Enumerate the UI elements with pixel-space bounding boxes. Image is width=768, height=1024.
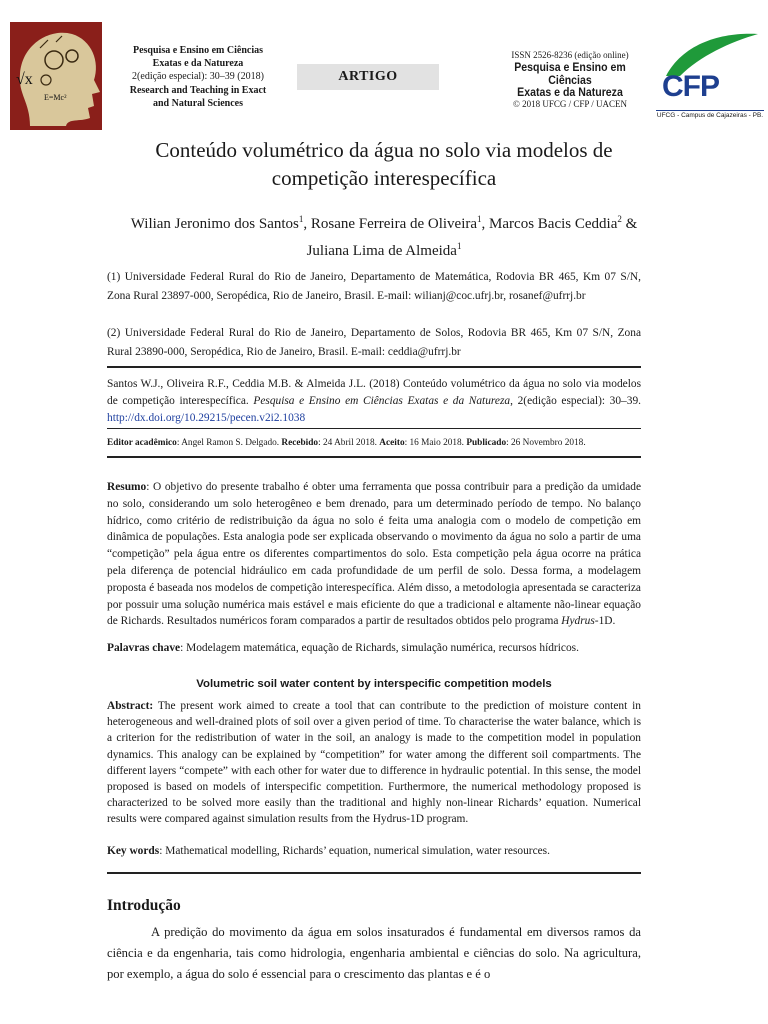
author-name: Wilian Jeronimo dos Santos: [130, 216, 299, 232]
palavras-text: : Modelagem matemática, equação de Richards, simulação numérica, recursos hídricos.: [180, 642, 579, 654]
citation: [107, 376, 641, 426]
palavras-label: Palavras chave: [107, 642, 181, 654]
article-type-badge: ARTIGO: [297, 64, 439, 90]
svg-text:√x: √x: [16, 71, 33, 88]
citation-journal: Pesquisa e Ensino em Ciências Exatas e da Natureza: [253, 394, 511, 407]
palavras-chave: [107, 640, 641, 657]
author-affiliation-mark: 1: [298, 214, 304, 224]
resumo-label: Resumo: [107, 481, 147, 493]
received-label: Recebido: [281, 438, 319, 448]
journal-name-pt-2: Exatas e da Natureza: [152, 58, 244, 70]
author-name: Rosane Ferreira de Oliveira: [310, 216, 478, 232]
abstract-label: Abstract:: [107, 700, 154, 712]
doi-link[interactable]: http://dx.doi.org/10.29215/pecen.v2i2.1038: [107, 411, 306, 424]
resumo-program: Hydrus: [561, 615, 595, 628]
affiliation-1: [107, 268, 641, 306]
journal-name-pt-1: Pesquisa e Ensino em Ciências: [132, 45, 263, 56]
journal-title-right-1: Pesquisa e Ensino em Ciências: [514, 60, 626, 87]
citation-suffix: , 2(edição especial): 30–39.: [510, 394, 641, 407]
author-affiliation-mark: 1: [456, 241, 462, 251]
author-separator: ,: [481, 216, 490, 232]
keywords-text: : Mathematical modelling, Richards’ equation, numerical simulation, water resources.: [159, 845, 550, 857]
editor-value: : Angel Ramon S. Delgado.: [176, 438, 282, 448]
issn: ISSN 2526-8236 (edição online): [511, 50, 629, 60]
journal-logo-left: [10, 22, 102, 130]
divider: [107, 456, 641, 458]
affiliation-text: Universidade Federal Rural do Rio de Janeiro, Departamento de Matemática, Rodovia BR 465, Km 07 S/N, Zona Rural 23897-000, Seropédica, Rio de Janeiro, Brasil. E-mail: wilianj@coc.ufrj.br, rosanef@ufrrj.br: [107, 271, 641, 302]
affiliation-2: [107, 324, 641, 362]
received-value: : 24 Abril 2018.: [318, 438, 380, 448]
author-separator: &: [621, 216, 638, 232]
key-words: [107, 843, 641, 860]
citation-prefix: Santos W.J., Oliveira R.F., Ceddia M.B. & Almeida J.L. (2018) Conteúdo volumétrico da água no solo via modelos de competição interespecífica.: [107, 378, 641, 407]
editorial-dates: [107, 436, 641, 450]
resumo: [107, 479, 641, 630]
author-separator: ,: [303, 216, 311, 232]
head-profile-icon: [10, 22, 102, 130]
section-heading-introducao: Introdução: [107, 897, 181, 914]
published-value: : 26 Novembro 2018.: [506, 438, 586, 448]
abstract-text: The present work aimed to create a tool that can contribute to the prediction of moisture content in heterogeneous and well-drained plots of soil over a given period of time. To characterise the water balance, which is a criterion for the redistribution of water in the soil, an analogy is made to the competition model in population dynamics. This analogy can be explained by “competition” for water among the different soil compartments. The different layers “compete” with each other for water due to difference in hydraulic potential. In this sense, the model proposed is based on models of interspecific competition. Furthermore, the numerical methodology proposed is characterized to be solved more easily than the traditional and highly non-linear Richards’ equation. Numerical results were compared against simulation results from the Hydrus-1D program.: [107, 700, 641, 826]
intro-paragraph: A predição do movimento da água em solos insaturados é fundamental em diversos ramos da ciência e da engenharia, tais como hidrologia, engenharia ambiental e ciências do solo. Na agricultura, por exemplo, a água do solo é essencial para o crescimento das plantas e é o: [107, 925, 641, 981]
divider: [107, 366, 641, 368]
author-affiliation-mark: 1: [477, 214, 482, 224]
accepted-value: : 16 Maio 2018.: [404, 438, 467, 448]
resumo-text-end: -1D.: [594, 615, 616, 628]
copyright: © 2018 UFCG / CFP / UACEN: [512, 98, 628, 109]
abstract: [107, 698, 641, 828]
english-title: Volumetric soil water content by interspecific competition models: [196, 678, 552, 690]
resumo-text: : O objetivo do presente trabalho é obter uma ferramenta que possa contribuir para a predição da umidade no solo, considerando um solo heterogêneo e bem drenado, para um determinado período de tempo. No balanço hídrico, como critério de redistribuição da água no solo é feita uma analogia com o modelo de competição em dinâmica de populações. Esta analogia pode ser explicada observando o movimento da água no solo a partir de uma “competição” pela água entre os diferentes compartimentos do solo. Esta competição pela água ocorre na prática pela diferença de potencial hidráulico em cada profundidade de um perfil de solo. Dessa forma, a modelagem proposta é baseada nos modelos de competição interespecífica. Além disso, a metodologia apresentada se caracteriza por possuir uma solução numérica mais estável e mais eficiente do que a tradicional e altamente não-linear equação de Richards. Resultados numéricos foram comparados a partir de resultados obtidos pelo programa: [107, 481, 641, 628]
author-list: [110, 208, 658, 262]
author-name: Juliana Lima de Almeida: [306, 243, 457, 259]
journal-volume: 2(edição especial): 30–39 (2018): [132, 71, 264, 83]
journal-name-en-2: and Natural Sciences: [153, 97, 243, 109]
divider: [107, 428, 641, 429]
journal-name-en-1: Research and Teaching in Exact: [129, 84, 267, 96]
paper-title-line-1: Conteúdo volumétrico da água no solo via modelos de: [155, 138, 613, 162]
journal-info-left: [112, 44, 284, 110]
published-label: Publicado: [466, 438, 507, 448]
svg-text:E=Mc²: E=Mc²: [44, 93, 67, 102]
editor-label: Editor acadêmico: [107, 438, 177, 448]
cfp-subtitle: UFCG - Campus de Cajazeiras - PB.: [656, 112, 764, 119]
divider: [107, 872, 641, 874]
affiliation-number: (2): [107, 327, 121, 339]
affiliation-text: Universidade Federal Rural do Rio de Janeiro, Departamento de Solos, Rodovia BR 465, Km 07 S/N, Zona Rural 23890-000, Seropédica, Rio de Janeiro, Brasil. E-mail: ceddia@ufrrj.br: [107, 327, 641, 358]
author-affiliation-mark: 2: [617, 214, 622, 224]
paper-title-line-2: competição interespecífica: [271, 166, 497, 190]
affiliation-number: (1): [107, 271, 121, 283]
paper-title: [100, 136, 668, 192]
journal-info-right: [490, 50, 650, 110]
author-name: Marcos Bacis Ceddia: [489, 216, 618, 232]
cfp-logo-text: CFP: [662, 70, 719, 103]
keywords-label: Key words: [107, 845, 160, 857]
journal-title-right-2: Exatas e da Natureza: [517, 85, 623, 99]
accepted-label: Aceito: [379, 438, 405, 448]
